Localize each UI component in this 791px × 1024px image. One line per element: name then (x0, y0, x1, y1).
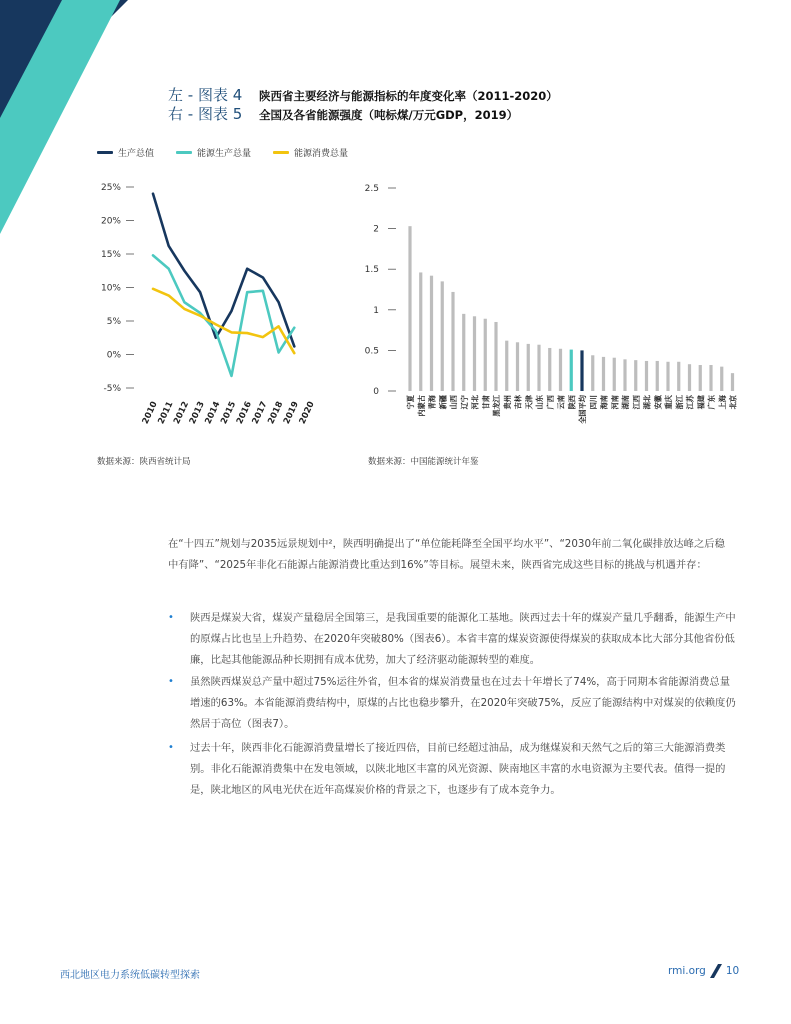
series-line (153, 255, 294, 376)
bar (430, 276, 433, 391)
bullet-dot: • (168, 676, 174, 687)
bullet-item-2 (168, 672, 738, 735)
bullet-text-2: 虽然陕西煤炭总产量中超过75%运往外省，但本省的煤炭消费量也在过去十年增长了74%，高于同期本省能源消费总量增速的63%。本省能源消费结构中，原煤的占比也稳步攀升，在2020年突破75%，反应了能源结构中对煤炭的依赖度仍然居于高位（图表7）。 (190, 676, 736, 730)
y-tick-label: 20% (100, 216, 121, 227)
series-line (153, 194, 294, 347)
x-tick-label: 安徽 (653, 395, 663, 410)
y-tick-label: 5% (106, 317, 121, 327)
bar (645, 361, 648, 391)
x-tick-label: 上海 (717, 395, 727, 410)
x-tick-label: 广东 (707, 395, 716, 410)
bar (720, 367, 723, 391)
x-tick-label: 天津 (524, 395, 534, 410)
bar (623, 359, 626, 391)
bar (505, 341, 508, 391)
x-tick-label: 青海 (427, 395, 437, 410)
slash-icon (709, 963, 723, 979)
x-tick-label: 2015 (219, 400, 239, 426)
x-tick-label: 内蒙古 (416, 395, 426, 417)
bar (537, 345, 540, 391)
x-tick-label: 广西 (545, 395, 555, 410)
y-tick-label: 0 (373, 387, 379, 397)
x-tick-label: 甘肃 (481, 395, 491, 410)
intro-paragraph: 在“十四五”规划与2035远景规划中²，陕西明确提出了“单位能耗降至全国平均水平”、“2030年前二氧化碳排放达峰之后稳中有降”、“2025年非化石能源占能源消费比重达到16%”等目标。展望未来，陕西省完成这些目标的挑战与机遇并存： (168, 538, 725, 571)
x-tick-label: 浙江 (674, 395, 684, 410)
x-tick-label: 黑龙江 (492, 395, 501, 417)
y-tick-label: 2.5 (364, 184, 379, 194)
y-tick-label: 15% (100, 250, 121, 260)
x-tick-label: 全国平均 (578, 395, 587, 424)
bullet-dot: • (168, 612, 174, 623)
footer-report-title: 西北地区电力系统低碳转型探索 (60, 970, 200, 981)
x-tick-label: 2014 (203, 400, 223, 426)
bar (699, 365, 702, 391)
bullet-item-1 (168, 608, 738, 671)
bullet-text-3: 过去十年，陕西非化石能源消费量增长了接近四倍，目前已经超过油品，成为继煤炭和天然气之后的第三大能源消费类别。非化石能源消费集中在发电领域，以陕北地区丰富的风光资源、陕南地区丰富的水电资源为主要代表。值得一提的是，陕北地区的风电光伏在近年高煤炭价格的背景之下，也逐步有了成本竞争力。 (190, 742, 726, 796)
x-tick-label: 新疆 (438, 395, 448, 410)
bar (634, 360, 637, 391)
bar (548, 348, 551, 391)
x-tick-label: 云南 (556, 395, 566, 410)
series-line (153, 289, 294, 353)
x-tick-label: 2016 (234, 400, 254, 426)
y-tick-label: 1 (373, 305, 379, 316)
y-tick-label: 25% (100, 183, 121, 193)
bar (709, 365, 712, 391)
x-tick-label: 2020 (297, 400, 317, 426)
y-tick-label: -5% (103, 384, 121, 394)
y-tick-label: 0% (106, 350, 121, 361)
line-chart-source: 数据来源：陕西省统计局 (97, 457, 191, 467)
legend-swatch-production (176, 151, 192, 154)
bar (602, 357, 605, 391)
fig5-code: 右 - 图表 5 (168, 105, 243, 123)
bar (656, 361, 659, 391)
y-tick-label: 2 (373, 224, 379, 235)
page-number: 10 (725, 965, 740, 977)
x-tick-label: 陕西 (567, 395, 577, 410)
fig5-title: 全国及各省能源强度（吨标煤/万元GDP，2019） (259, 108, 519, 122)
x-tick-label: 湖南 (621, 395, 630, 410)
legend-label-consumption: 能源消费总量 (294, 149, 349, 159)
x-tick-label: 海南 (599, 395, 609, 410)
x-tick-label: 吉林 (513, 395, 523, 410)
x-tick-label: 2018 (266, 400, 286, 426)
legend-item-production (176, 146, 251, 159)
x-tick-label: 2010 (140, 400, 160, 426)
fig4-code: 左 - 图表 4 (168, 86, 243, 104)
bar (494, 322, 497, 391)
x-tick-label: 福建 (696, 395, 706, 410)
bar (473, 316, 476, 391)
bullet-item-3 (168, 738, 738, 801)
footer-site-link[interactable]: rmi.org (668, 965, 706, 977)
bar (666, 362, 669, 391)
bar (731, 373, 734, 391)
x-tick-label: 重庆 (664, 395, 673, 410)
x-tick-label: 2013 (187, 400, 207, 426)
x-tick-label: 四川 (588, 395, 598, 410)
bar (591, 355, 594, 391)
bar (677, 362, 680, 391)
x-tick-label: 2011 (156, 400, 176, 426)
figure-header (168, 84, 558, 122)
bar (408, 226, 411, 391)
x-tick-label: 北京 (728, 395, 738, 410)
legend-item-consumption (273, 146, 348, 159)
bar-chart (355, 175, 745, 445)
x-tick-label: 2019 (281, 400, 302, 426)
legend-swatch-consumption (273, 151, 289, 154)
bar (451, 292, 454, 391)
bar (441, 281, 444, 391)
bar (462, 314, 465, 391)
bar (527, 344, 530, 391)
bar (516, 342, 519, 391)
legend-label-production: 能源生产总量 (197, 149, 252, 159)
x-tick-label: 山西 (449, 395, 458, 410)
bar (570, 350, 573, 391)
bar (688, 364, 691, 391)
footer-right (668, 963, 739, 979)
bar (484, 319, 487, 391)
line-chart (90, 175, 350, 435)
bar-chart-source: 数据来源：中国能源统计年鉴 (368, 457, 479, 467)
bar (613, 358, 616, 391)
x-tick-label: 宁夏 (406, 395, 415, 410)
bullet-text-1: 陕西是煤炭大省，煤炭产量稳居全国第三，是我国重要的能源化工基地。陕西过去十年的煤炭产量几乎翻番，能源生产中的原煤占比也呈上升趋势、在2020年突破80%（图表6）。本省丰富的煤炭资源使得煤炭的获取成本比大部分其他省份低廉，比起其他能源品种长期拥有成本优势，加大了经济驱动能源转型的难度。 (190, 612, 736, 666)
x-tick-label: 山东 (535, 395, 544, 410)
x-tick-label: 辽宁 (459, 395, 469, 410)
legend-item-gdp (97, 146, 154, 159)
legend-label-gdp: 生产总值 (118, 149, 155, 159)
x-tick-label: 2012 (172, 400, 192, 426)
fig4-title: 陕西省主要经济与能源指标的年度变化率（2011-2020） (259, 89, 558, 103)
x-tick-label: 江西 (631, 395, 641, 410)
bullet-dot: • (168, 742, 174, 753)
bar (419, 272, 422, 391)
x-tick-label: 湖北 (642, 395, 652, 410)
bar (559, 349, 562, 391)
y-tick-label: 1.5 (364, 265, 379, 276)
y-tick-label: 10% (100, 283, 121, 294)
x-tick-label: 贵州 (502, 395, 512, 410)
x-tick-label: 河北 (470, 395, 480, 410)
legend-swatch-gdp (97, 151, 113, 154)
x-tick-label: 江苏 (685, 395, 695, 410)
x-tick-label: 2017 (250, 400, 270, 426)
bar (580, 350, 583, 391)
y-tick-label: 0.5 (364, 346, 379, 357)
line-chart-legend (97, 146, 370, 159)
x-tick-label: 河南 (610, 395, 620, 410)
